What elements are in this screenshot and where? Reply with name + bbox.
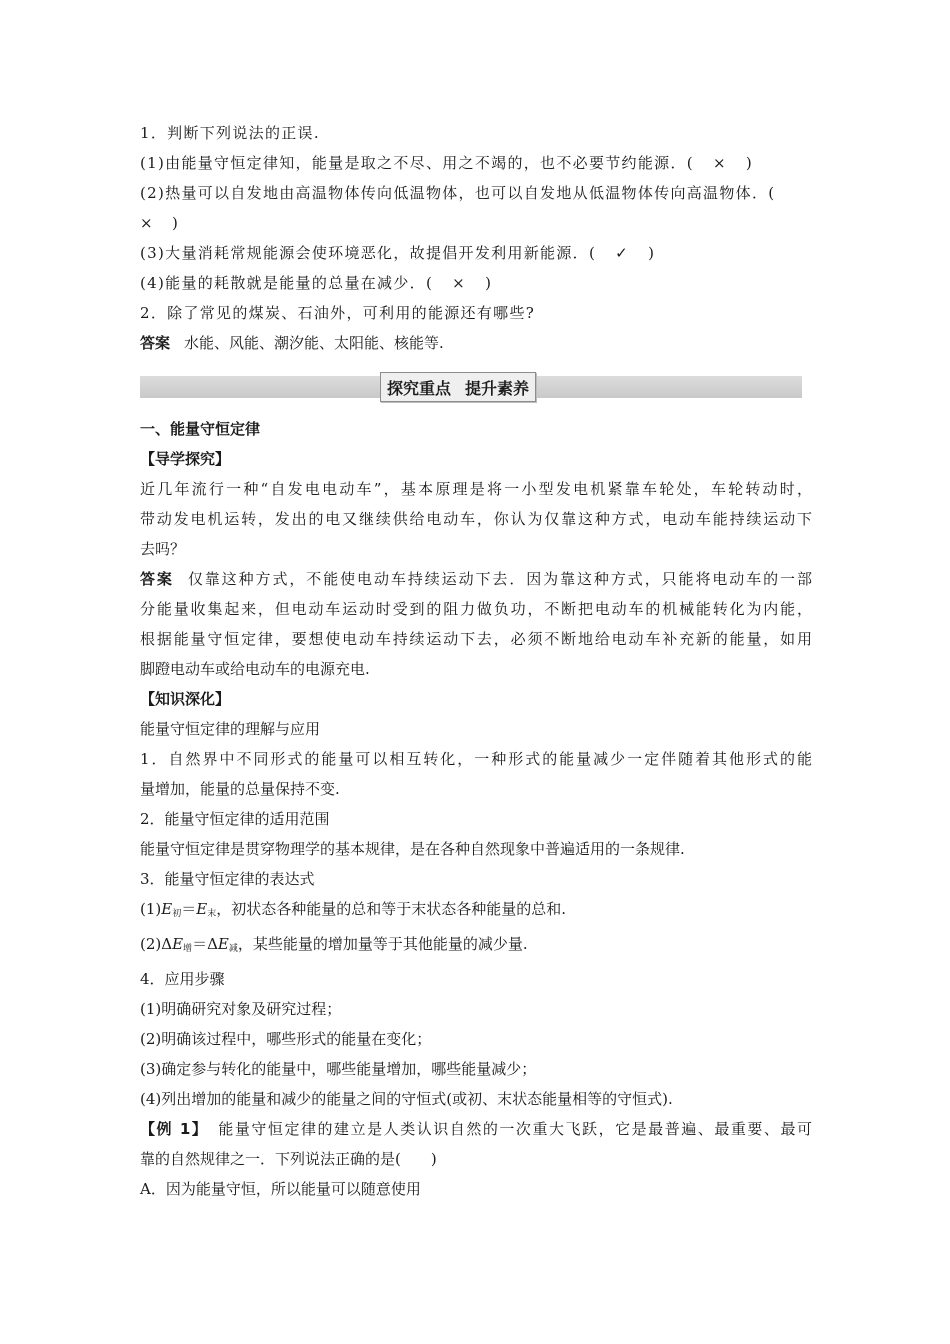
point-1-line-1: 1．自然界中不同形式的能量可以相互转化，一种形式的能量减少一定伴随着其他形式的能 bbox=[140, 750, 812, 768]
banner-left-text: 探究重点 bbox=[387, 378, 452, 398]
point-1-line-2: 量增加，能量的总量保持不变. bbox=[140, 780, 340, 798]
judgement-item-4: (4)能量的耗散就是能量的总量在减少．( × ) bbox=[140, 268, 812, 298]
cross-mark-icon: × bbox=[452, 274, 467, 292]
judgement-item-2: (2)热量可以自发地由高温物体传向低温物体，也可以自发地从低温物体传向高温物体．( bbox=[140, 184, 776, 202]
guide-line-3: 去吗？ bbox=[140, 540, 186, 558]
option-a: A．因为能量守恒，所以能量可以随意使用 bbox=[140, 1180, 421, 1198]
question-1-title: 1．判断下列说法的正误. bbox=[140, 124, 320, 142]
question-2-title: 2．除了常见的煤炭、石油外，可利用的能源还有哪些? bbox=[140, 304, 536, 322]
deepening-label: 【知识深化】 bbox=[140, 690, 231, 708]
formula-1: $(1)E_初=E_末$，初状态各种能量的总和等于末状态各种能量的总和. bbox=[140, 900, 566, 919]
banner-box bbox=[380, 372, 536, 402]
deepening-title: 能量守恒定律的理解与应用 bbox=[140, 720, 321, 738]
judgement-item-3: (3)大量消耗常规能源会使环境恶化，故提倡开发利用新能源．( ✓ ) bbox=[140, 238, 812, 268]
judgement-item-2-mark-line: × ) bbox=[140, 208, 812, 238]
guide-line-2: 带动发电机运转，发出的电又继续供给电动车，你认为仅靠这种方式，电动车能持续运动下 bbox=[140, 510, 812, 528]
point-4-title: 4．应用步骤 bbox=[140, 970, 225, 988]
judgement-item-1: (1)由能量守恒定律知，能量是取之不尽、用之不竭的，也不必要节约能源．( × ) bbox=[140, 148, 812, 178]
step-1: (1)明确研究对象及研究过程； bbox=[140, 1000, 342, 1018]
step-2: (2)明确该过程中，哪些形式的能量在变化； bbox=[140, 1030, 432, 1048]
answer-line-2: 分能量收集起来，但电动车运动时受到的阻力做负功，不断把电动车的机械能转化为内能， bbox=[140, 600, 812, 618]
step-3: (3)确定参与转化的能量中，哪些能量增加，哪些能量减少； bbox=[140, 1060, 537, 1078]
answer-line-3: 根据能量守恒定律，要想使电动车持续运动下去，必须不断地给电动车补充新的能量，如用 bbox=[140, 630, 812, 648]
question-2-answer: 答案 水能、风能、潮汐能、太阳能、核能等. bbox=[140, 334, 444, 352]
cross-mark-icon: × bbox=[140, 214, 154, 232]
banner-right-text: 提升素养 bbox=[465, 378, 530, 398]
section-title: 一、能量守恒定律 bbox=[140, 420, 261, 438]
point-2-text: 能量守恒定律是贯穿物理学的基本规律，是在各种自然现象中普遍适用的一条规律. bbox=[140, 840, 685, 858]
answer-label: 答案 bbox=[140, 570, 174, 588]
example-line-1: 【例 1】 能量守恒定律的建立是人类认识自然的一次重大飞跃，它是最普遍、最重要、最可 bbox=[140, 1120, 812, 1138]
answer-line-1: 答案 仅靠这种方式，不能使电动车持续运动下去．因为靠这种方式，只能将电动车的一部 bbox=[140, 570, 812, 588]
guide-label: 【导学探究】 bbox=[140, 450, 231, 468]
step-4: (4)列出增加的能量和减少的能量之间的守恒式(或初、末状态能量相等的守恒式). bbox=[140, 1090, 673, 1108]
cross-mark-icon: × bbox=[712, 154, 727, 172]
guide-line-1: 近几年流行一种“自发电电动车”，基本原理是将一小型发电机紧靠车轮处，车轮转动时， bbox=[140, 480, 812, 498]
check-mark-icon: ✓ bbox=[615, 244, 630, 262]
point-2-title: 2．能量守恒定律的适用范围 bbox=[140, 810, 330, 828]
example-label: 【例 1】 bbox=[140, 1120, 209, 1138]
answer-line-4: 脚蹬电动车或给电动车的电源充电. bbox=[140, 660, 370, 678]
section-banner bbox=[140, 372, 812, 402]
example-line-2: 靠的自然规律之一．下列说法正确的是( ) bbox=[140, 1150, 437, 1168]
document-page bbox=[140, 118, 812, 1204]
point-3-title: 3．能量守恒定律的表达式 bbox=[140, 870, 315, 888]
formula-2: $(2)\Delta E_增=\Delta E_减$，某些能量的增加量等于其他能量的减少量. bbox=[140, 935, 528, 954]
answer-label: 答案 bbox=[140, 334, 171, 352]
